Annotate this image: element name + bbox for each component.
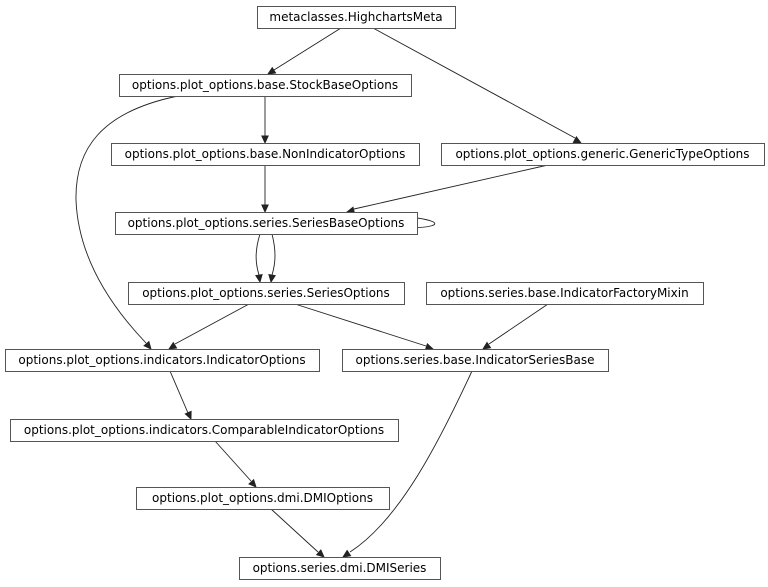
- edge-series-options-to-indicator-series-base: [295, 304, 433, 350]
- nodes-layer: [6, 7, 765, 580]
- node-dmi-options[interactable]: [137, 488, 390, 510]
- node-stock-base-options[interactable]: [120, 75, 412, 97]
- edge-non-indicator-options-to-series-base-options: [262, 165, 268, 212]
- edge-indicator-options-to-comparable-indicator-options: [170, 371, 191, 419]
- node-label: options.plot_options.indicators.IndicatorOptions: [18, 353, 306, 367]
- node-label: options.plot_options.series.SeriesBaseOptions: [127, 216, 405, 230]
- edge-indicator-factory-mixin-to-indicator-series-base: [483, 304, 548, 349]
- node-generic-type-options[interactable]: [442, 144, 765, 166]
- node-label: options.series.base.IndicatorSeriesBase: [355, 353, 595, 367]
- node-label: options.plot_options.base.NonIndicatorOptions: [124, 147, 406, 161]
- node-indicator-factory-mixin[interactable]: [427, 283, 704, 305]
- node-series-base-options[interactable]: [116, 213, 418, 235]
- edge-series-base-options-to-series-options: [269, 234, 275, 282]
- node-label: options.plot_options.generic.GenericTypeOptions: [455, 147, 750, 161]
- node-label: options.series.base.IndicatorFactoryMixin: [440, 286, 689, 300]
- edge-dmi-options-to-dmi-series: [271, 509, 324, 557]
- node-dmi-series[interactable]: [240, 558, 441, 580]
- edge-stock-base-options-to-non-indicator-options: [262, 96, 268, 143]
- edge-indicator-series-base-to-dmi-series: [343, 371, 472, 557]
- node-label: options.plot_options.indicators.ComparableIndicatorOptions: [23, 423, 385, 437]
- node-non-indicator-options[interactable]: [112, 144, 420, 166]
- node-label: options.plot_options.series.SeriesOptions: [142, 286, 390, 300]
- node-indicator-options[interactable]: [6, 350, 320, 372]
- node-highcharts-meta[interactable]: [258, 7, 456, 29]
- node-label: metaclasses.HighchartsMeta: [269, 10, 443, 24]
- edge-comparable-indicator-options-to-dmi-options: [215, 441, 256, 487]
- edge-series-base-options-to-series-options: [256, 234, 262, 282]
- edge-highcharts-meta-to-stock-base-options: [268, 28, 341, 74]
- node-series-options[interactable]: [129, 283, 405, 305]
- node-label: options.series.dmi.DMISeries: [252, 561, 427, 575]
- node-label: options.plot_options.dmi.DMIOptions: [152, 491, 373, 505]
- node-label: options.plot_options.base.StockBaseOptions: [131, 78, 399, 92]
- edge-generic-type-options-to-series-base-options: [347, 165, 548, 213]
- node-indicator-series-base[interactable]: [343, 350, 609, 372]
- edge-series-options-to-indicator-options: [169, 304, 249, 349]
- node-comparable-indicator-options[interactable]: [11, 420, 399, 442]
